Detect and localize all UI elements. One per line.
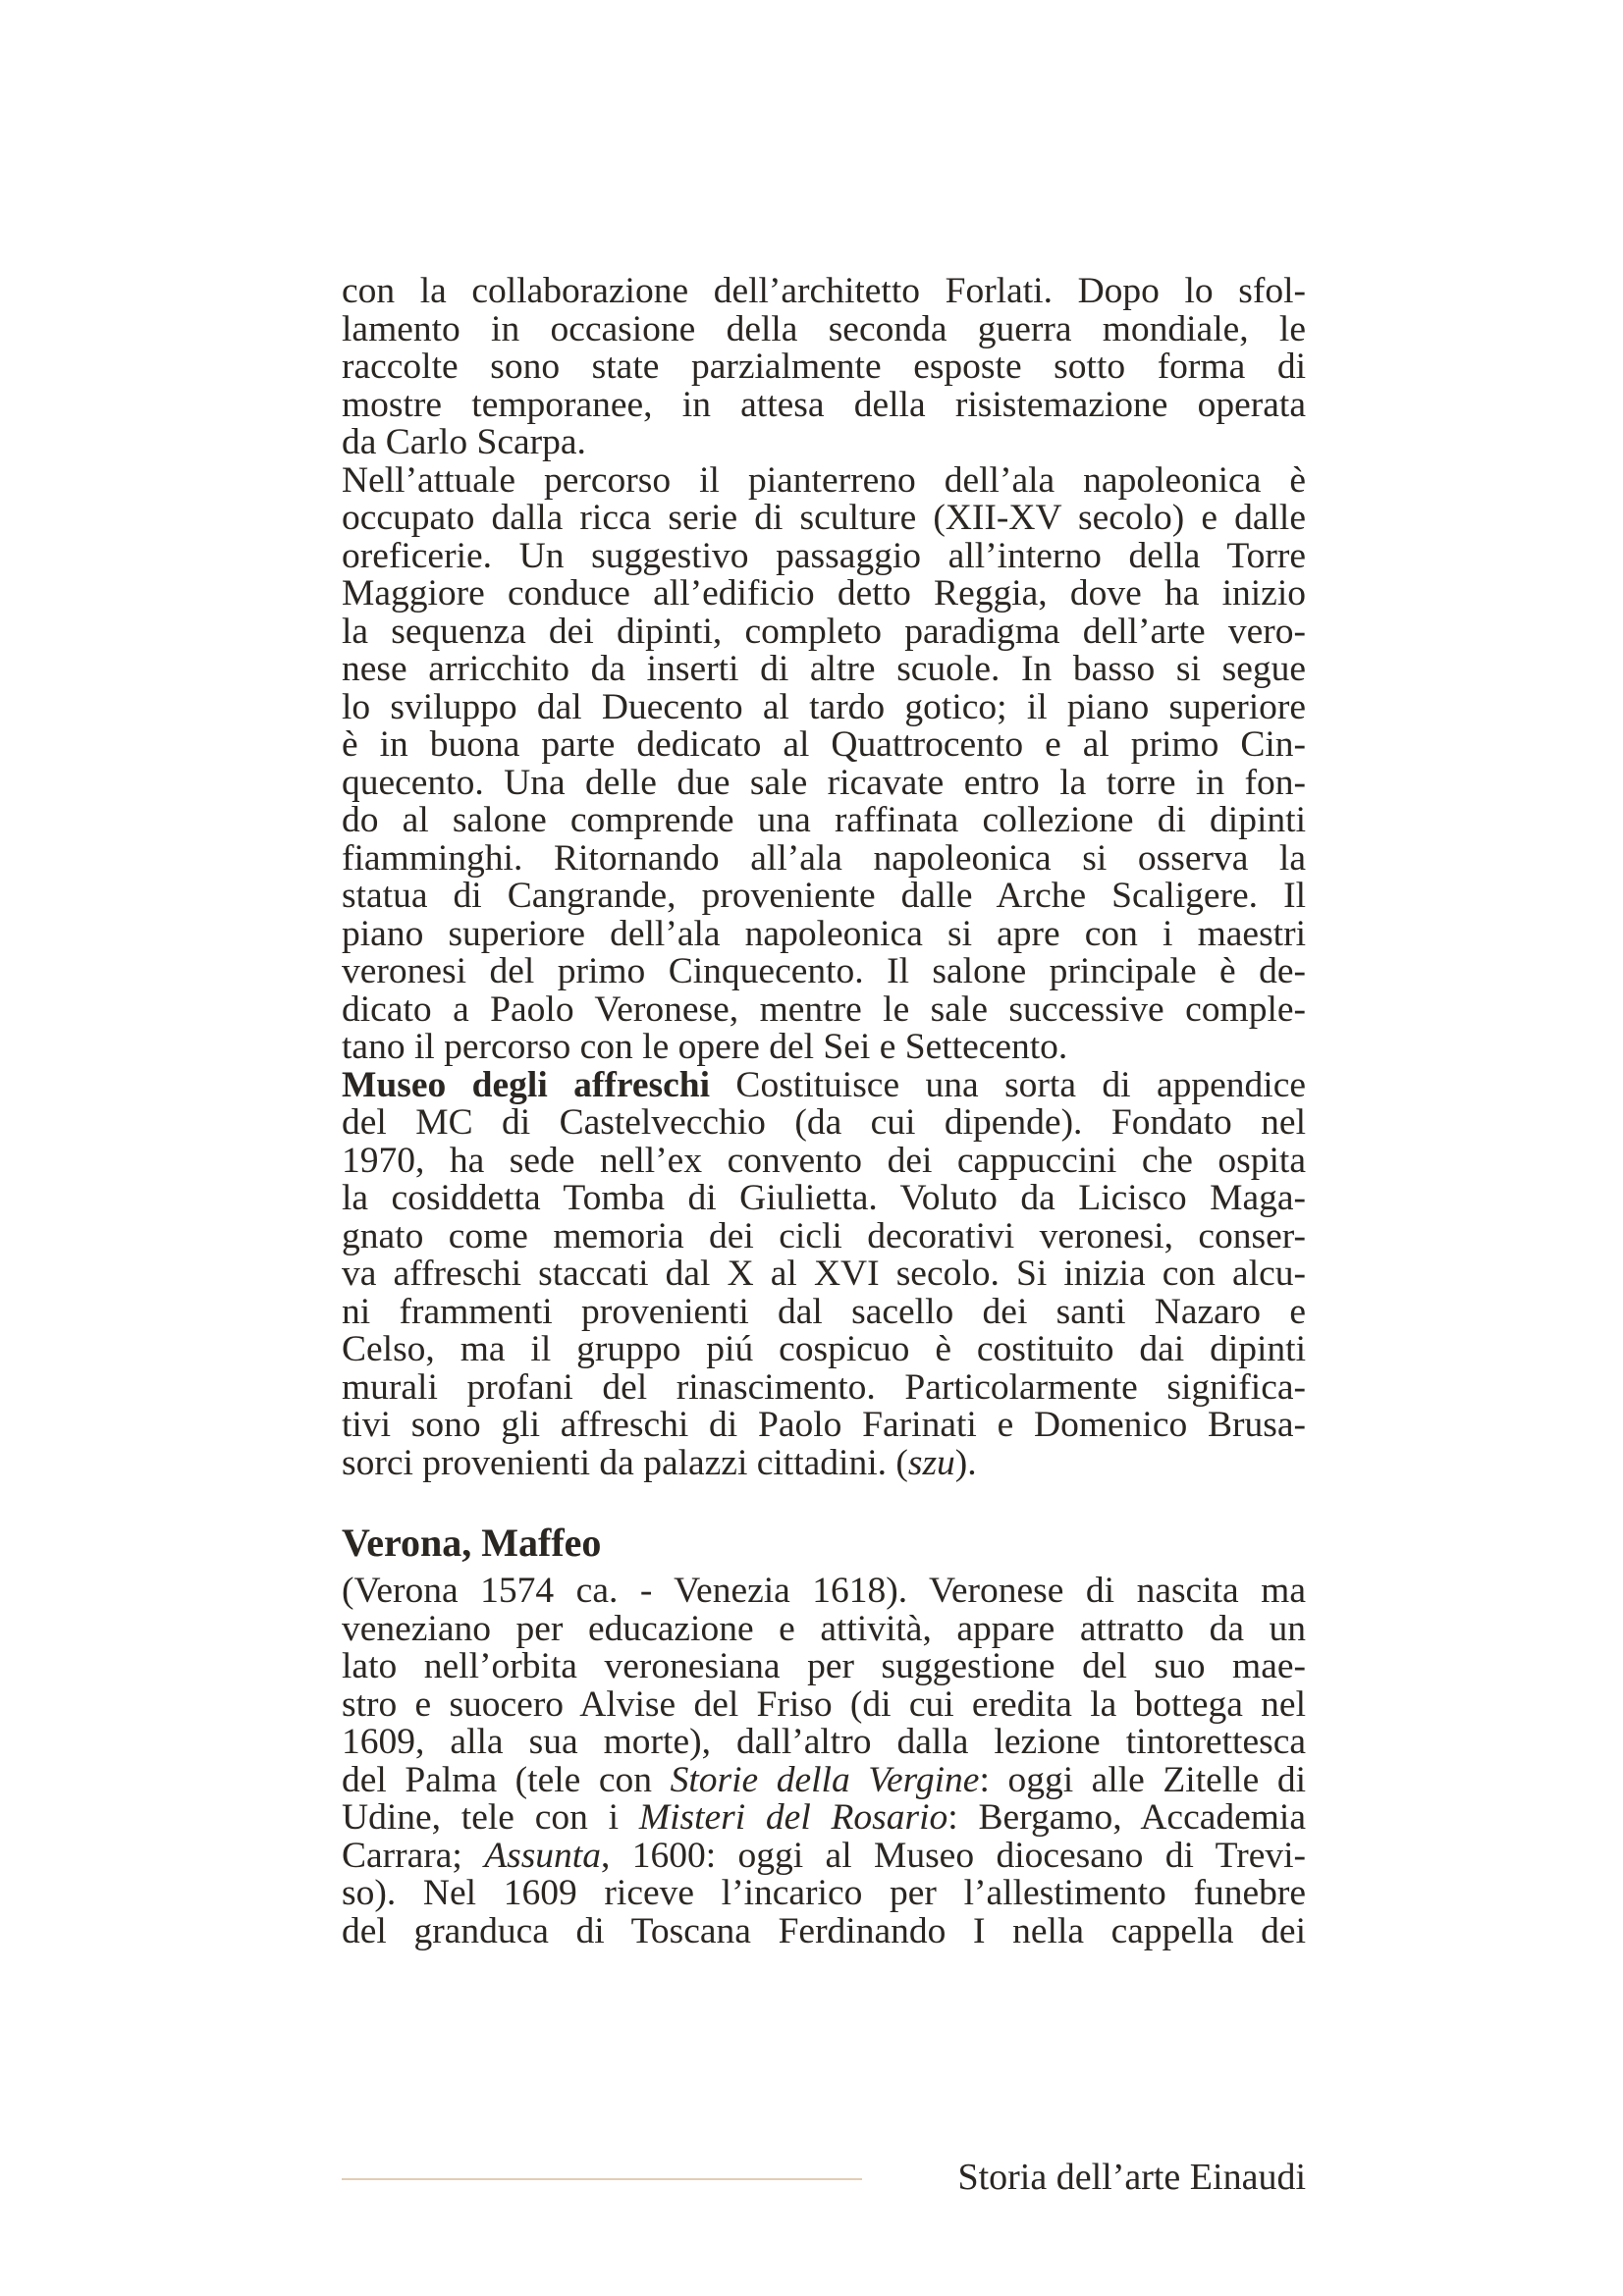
artwork-title: Misteri del Rosario: [638, 1797, 948, 1838]
artwork-title: Storie della Vergine: [670, 1759, 980, 1800]
text-line: [342, 1064, 1306, 1105]
text-line: tivi sono gli affreschi di Paolo Farinati e Domenico Brusa-: [342, 1405, 1306, 1445]
text-run: del Palma (tele con: [342, 1759, 671, 1800]
text-line: è in buona parte dedicato al Quattrocento e al primo Cin-: [342, 724, 1306, 765]
section-title-museo-affreschi: Museo degli affreschi: [342, 1064, 711, 1105]
text-line: oreficerie. Un suggestivo passaggio all’interno della Torre: [342, 535, 1306, 576]
text-line: so). Nel 1609 riceve l’incarico per l’allestimento funebre: [342, 1873, 1306, 1913]
text-line: lo sviluppo dal Duecento al tardo gotico; il piano superiore: [342, 686, 1306, 727]
text-run: sorci provenienti da palazzi cittadini. (: [342, 1442, 908, 1483]
text-line: gnato come memoria dei cicli decorativi veronesi, conser-: [342, 1215, 1306, 1256]
text-line: raccolte sono state parzialmente esposte sotto forma di: [342, 347, 1306, 387]
text-line: Nell’attuale percorso il pianterreno dell’ala napoleonica è: [342, 459, 1306, 501]
text-line: veneziano per educazione e attività, appare attratto da un: [342, 1608, 1306, 1649]
text-line: stro e suocero Alvise del Friso (di cui eredita la bottega nel: [342, 1683, 1306, 1725]
text-line: lamento in occasione della seconda guerra mondiale, le: [342, 308, 1306, 349]
artwork-title: Assunta: [484, 1835, 601, 1876]
text-line: del MC di Castelvecchio (da cui dipende). Fondato nel: [342, 1102, 1306, 1143]
text-line: [342, 1759, 1306, 1800]
text-line: con la collaborazione dell’architetto Forlati. Dopo lo sfol-: [342, 271, 1306, 311]
text-line: mostre temporanee, in attesa della risistemazione operata: [342, 384, 1306, 425]
text-line: 1609, alla sua morte), dall’altro dalla lezione tintorettesca: [342, 1722, 1306, 1762]
footer-divider: [342, 2178, 862, 2180]
page-body: [342, 273, 1306, 1950]
text-line: ni frammenti provenienti dal sacello dei santi Nazaro e: [342, 1291, 1306, 1332]
text-run: ).: [954, 1442, 977, 1483]
text-line: veronesi del primo Cinquecento. Il salone principale è de-: [342, 951, 1306, 991]
text-line: da Carlo Scarpa.: [342, 422, 586, 462]
text-run: Carrara;: [342, 1835, 485, 1876]
text-line: va affreschi staccati dal X al XVI secolo. Si inizia con alcu-: [342, 1254, 1306, 1294]
text-run: : Bergamo, Accademia: [947, 1797, 1306, 1838]
text-line: [342, 1799, 1306, 1838]
text-line: tano il percorso con le opere del Sei e Settecento.: [342, 1027, 1068, 1067]
text-run: Costituisce una sorta di appendice: [710, 1064, 1306, 1105]
text-line: Celso, ma il gruppo piú cospicuo è costituito dai dipinti: [342, 1329, 1306, 1369]
text-line: la cosiddetta Tomba di Giulietta. Voluto da Licisco Maga-: [342, 1178, 1306, 1218]
entry-heading: Verona, Maffeo: [342, 1521, 602, 1565]
text-line: 1970, ha sede nell’ex convento dei cappuccini che ospita: [342, 1140, 1306, 1181]
text-line: piano superiore dell’ala napoleonica si apre con i maestri: [342, 913, 1306, 954]
text-line: do al salone comprende una raffinata collezione di dipinti: [342, 800, 1306, 840]
footer-title: Storia dell’arte Einaudi: [957, 2157, 1306, 2198]
text-line: statua di Cangrande, proveniente dalle Arche Scaligere. Il: [342, 876, 1306, 916]
text-line: (Verona 1574 ca. - Venezia 1618). Veronese di nascita ma: [342, 1571, 1306, 1611]
text-line: Maggiore conduce all’edificio detto Reggia, dove ha inizio: [342, 573, 1306, 614]
text-run: : oggi alle Zitelle di: [979, 1759, 1306, 1800]
text-line: occupato dalla ricca serie di sculture (XII-XV secolo) e dalle: [342, 498, 1306, 538]
text-line: quecento. Una delle due sale ricavate entro la torre in fon-: [342, 762, 1306, 803]
text-line: [342, 1442, 1306, 1483]
text-run: , 1600: oggi al Museo diocesano di Trevi-: [600, 1835, 1306, 1876]
text-line: nese arricchito da inserti di altre scuole. In basso si segue: [342, 649, 1306, 689]
text-line: lato nell’orbita veronesiana per suggestione del suo mae-: [342, 1646, 1306, 1686]
text-line: del granduca di Toscana Ferdinando I nella cappella dei: [342, 1910, 1306, 1951]
text-line: murali profani del rinascimento. Particolarmente significa-: [342, 1366, 1306, 1408]
text-line: [342, 1835, 1306, 1876]
text-line: la sequenza dei dipinti, completo paradigma dell’arte vero-: [342, 611, 1306, 652]
text-line: fiamminghi. Ritornando all’ala napoleonica si osserva la: [342, 837, 1306, 879]
author-initials: szu: [907, 1442, 955, 1483]
text-run: Udine, tele con i: [342, 1797, 639, 1838]
text-line: dicato a Paolo Veronese, mentre le sale successive comple-: [342, 988, 1306, 1030]
